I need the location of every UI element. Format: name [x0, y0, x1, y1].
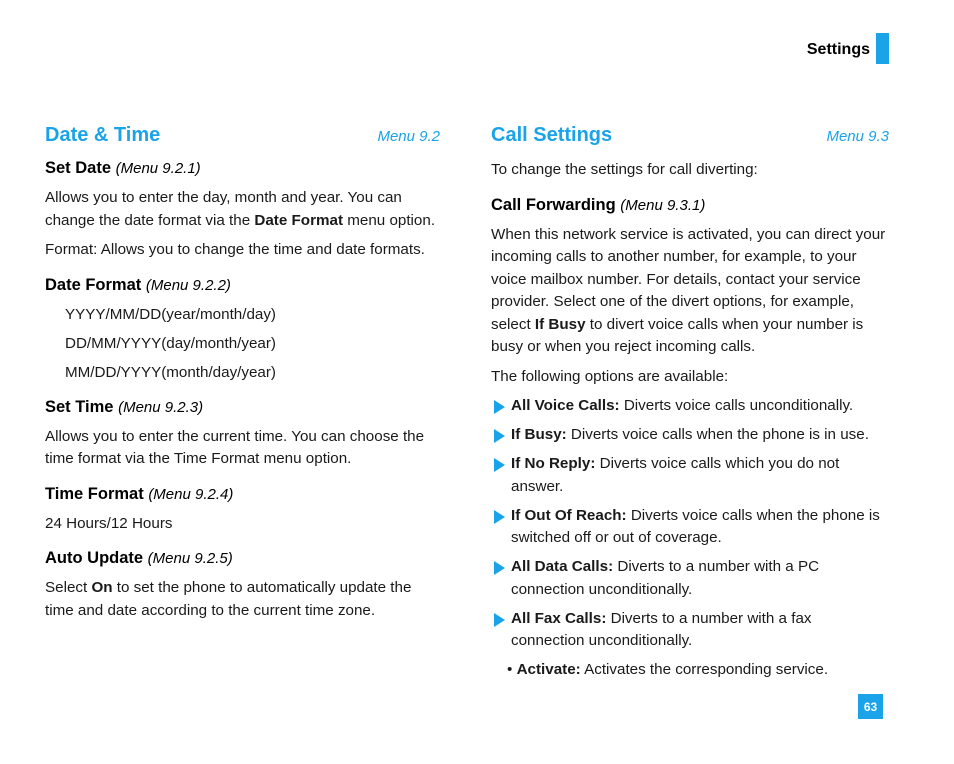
section-header-date-time: [45, 124, 440, 147]
text-fragment: menu option.: [343, 211, 436, 229]
auto-update-description: [45, 577, 440, 622]
set-date-ref: (Menu 9.2.1): [115, 160, 201, 177]
date-format-option: YYYY/MM/DD(year/month/day): [65, 305, 276, 323]
auto-update-ref: (Menu 9.2.5): [147, 550, 233, 567]
set-time-heading: [45, 398, 440, 417]
call-forwarding-heading: [491, 196, 889, 215]
divert-option: [491, 424, 889, 447]
divert-option: [491, 453, 889, 498]
call-settings-intro: To change the settings for call diverting:: [491, 161, 758, 178]
page-number: 63: [858, 694, 883, 719]
option-label: If Out Of Reach:: [511, 506, 627, 524]
option-text: Diverts voice calls when the phone is switched off or out of coverage.: [511, 506, 880, 546]
bullet-text: Activates the corresponding service.: [580, 661, 829, 678]
section-menu-ref: Menu 9.2: [377, 128, 440, 145]
divert-option: [491, 505, 889, 550]
date-format-ref: (Menu 9.2.2): [145, 276, 231, 294]
divert-option: [491, 395, 889, 418]
arrow-right-icon: [494, 429, 505, 443]
option-label: If Busy:: [511, 426, 567, 443]
arrow-right-icon: [494, 458, 505, 472]
option-text: Diverts voice calls which you do not answer.: [511, 455, 840, 495]
right-column: [491, 124, 889, 682]
date-format-option: MM/DD/YYYY(month/day/year): [65, 363, 276, 381]
auto-update-heading: [45, 549, 440, 568]
set-date-format-note: Format: Allows you to change the time and date formats.: [45, 241, 425, 258]
text-fragment: Allows you to enter the day, month and year. You can change the date format via the: [45, 189, 402, 229]
text-fragment: to set the phone to automatically update the time and date according to the current time zone.: [45, 579, 412, 619]
option-label: All Fax Calls:: [511, 609, 607, 627]
set-date-title: Set Date: [45, 159, 112, 177]
set-time-title: Set Time: [45, 397, 114, 416]
left-column: [45, 124, 440, 629]
auto-update-title: Auto Update: [45, 549, 144, 567]
option-text: Diverts voice calls unconditionally.: [619, 397, 854, 414]
arrow-right-icon: [494, 613, 505, 627]
call-forwarding-description: [491, 224, 889, 359]
date-format-option: DD/MM/YYYY(day/month/year): [65, 334, 276, 352]
option-label: If No Reply:: [511, 455, 596, 472]
text-fragment: When this network service is activated, you can direct your incoming calls to another number, for example, to your voice mailbox number. For details, contact your service provider. Select one of the divert options, for example, select: [491, 225, 886, 333]
bold-term: If Busy: [534, 315, 586, 333]
option-text: Diverts to a number with a fax connection unconditionally.: [511, 609, 812, 649]
bullet-label: Activate:: [516, 661, 581, 678]
call-forwarding-ref: (Menu 9.3.1): [620, 196, 706, 214]
option-label: All Voice Calls:: [511, 397, 620, 414]
date-format-title: Date Format: [45, 275, 142, 294]
arrow-right-icon: [494, 510, 505, 524]
section-title: Date & Time: [45, 124, 161, 146]
time-format-heading: [45, 485, 440, 504]
section-title: Call Settings: [491, 124, 613, 146]
time-format-description: 24 Hours/12 Hours: [45, 514, 173, 532]
bold-term: On: [91, 579, 113, 596]
text-fragment: Select: [45, 579, 92, 596]
option-text: Diverts voice calls when the phone is in use.: [566, 426, 869, 443]
options-intro: The following options are available:: [491, 367, 729, 385]
time-format-title: Time Format: [45, 484, 144, 503]
section-menu-ref: Menu 9.3: [826, 128, 889, 145]
date-format-heading: [45, 276, 440, 295]
call-forwarding-title: Call Forwarding: [491, 195, 616, 214]
bold-term: Date Format: [254, 211, 344, 229]
option-label: All Data Calls:: [511, 558, 614, 575]
text-fragment: to divert voice calls when your number is busy or when you reject incoming calls.: [491, 315, 864, 355]
header-title: Settings: [806, 41, 870, 58]
activate-bullet: [491, 659, 889, 682]
set-time-description: Allows you to enter the current time. You can choose the time format via the Time Format menu option.: [45, 427, 425, 467]
bullet-dot-icon: •: [507, 661, 513, 678]
set-date-description: [45, 187, 440, 232]
arrow-right-icon: [494, 400, 505, 414]
arrow-right-icon: [494, 561, 505, 575]
divert-option: [491, 608, 889, 653]
section-header-call-settings: [491, 124, 889, 147]
set-time-ref: (Menu 9.2.3): [118, 398, 204, 416]
time-format-ref: (Menu 9.2.4): [148, 485, 234, 503]
divert-option: [491, 556, 889, 601]
set-date-heading: [45, 159, 440, 178]
option-text: Diverts to a number with a PC connection unconditionally.: [511, 558, 820, 598]
header-accent-bar: [876, 33, 889, 64]
